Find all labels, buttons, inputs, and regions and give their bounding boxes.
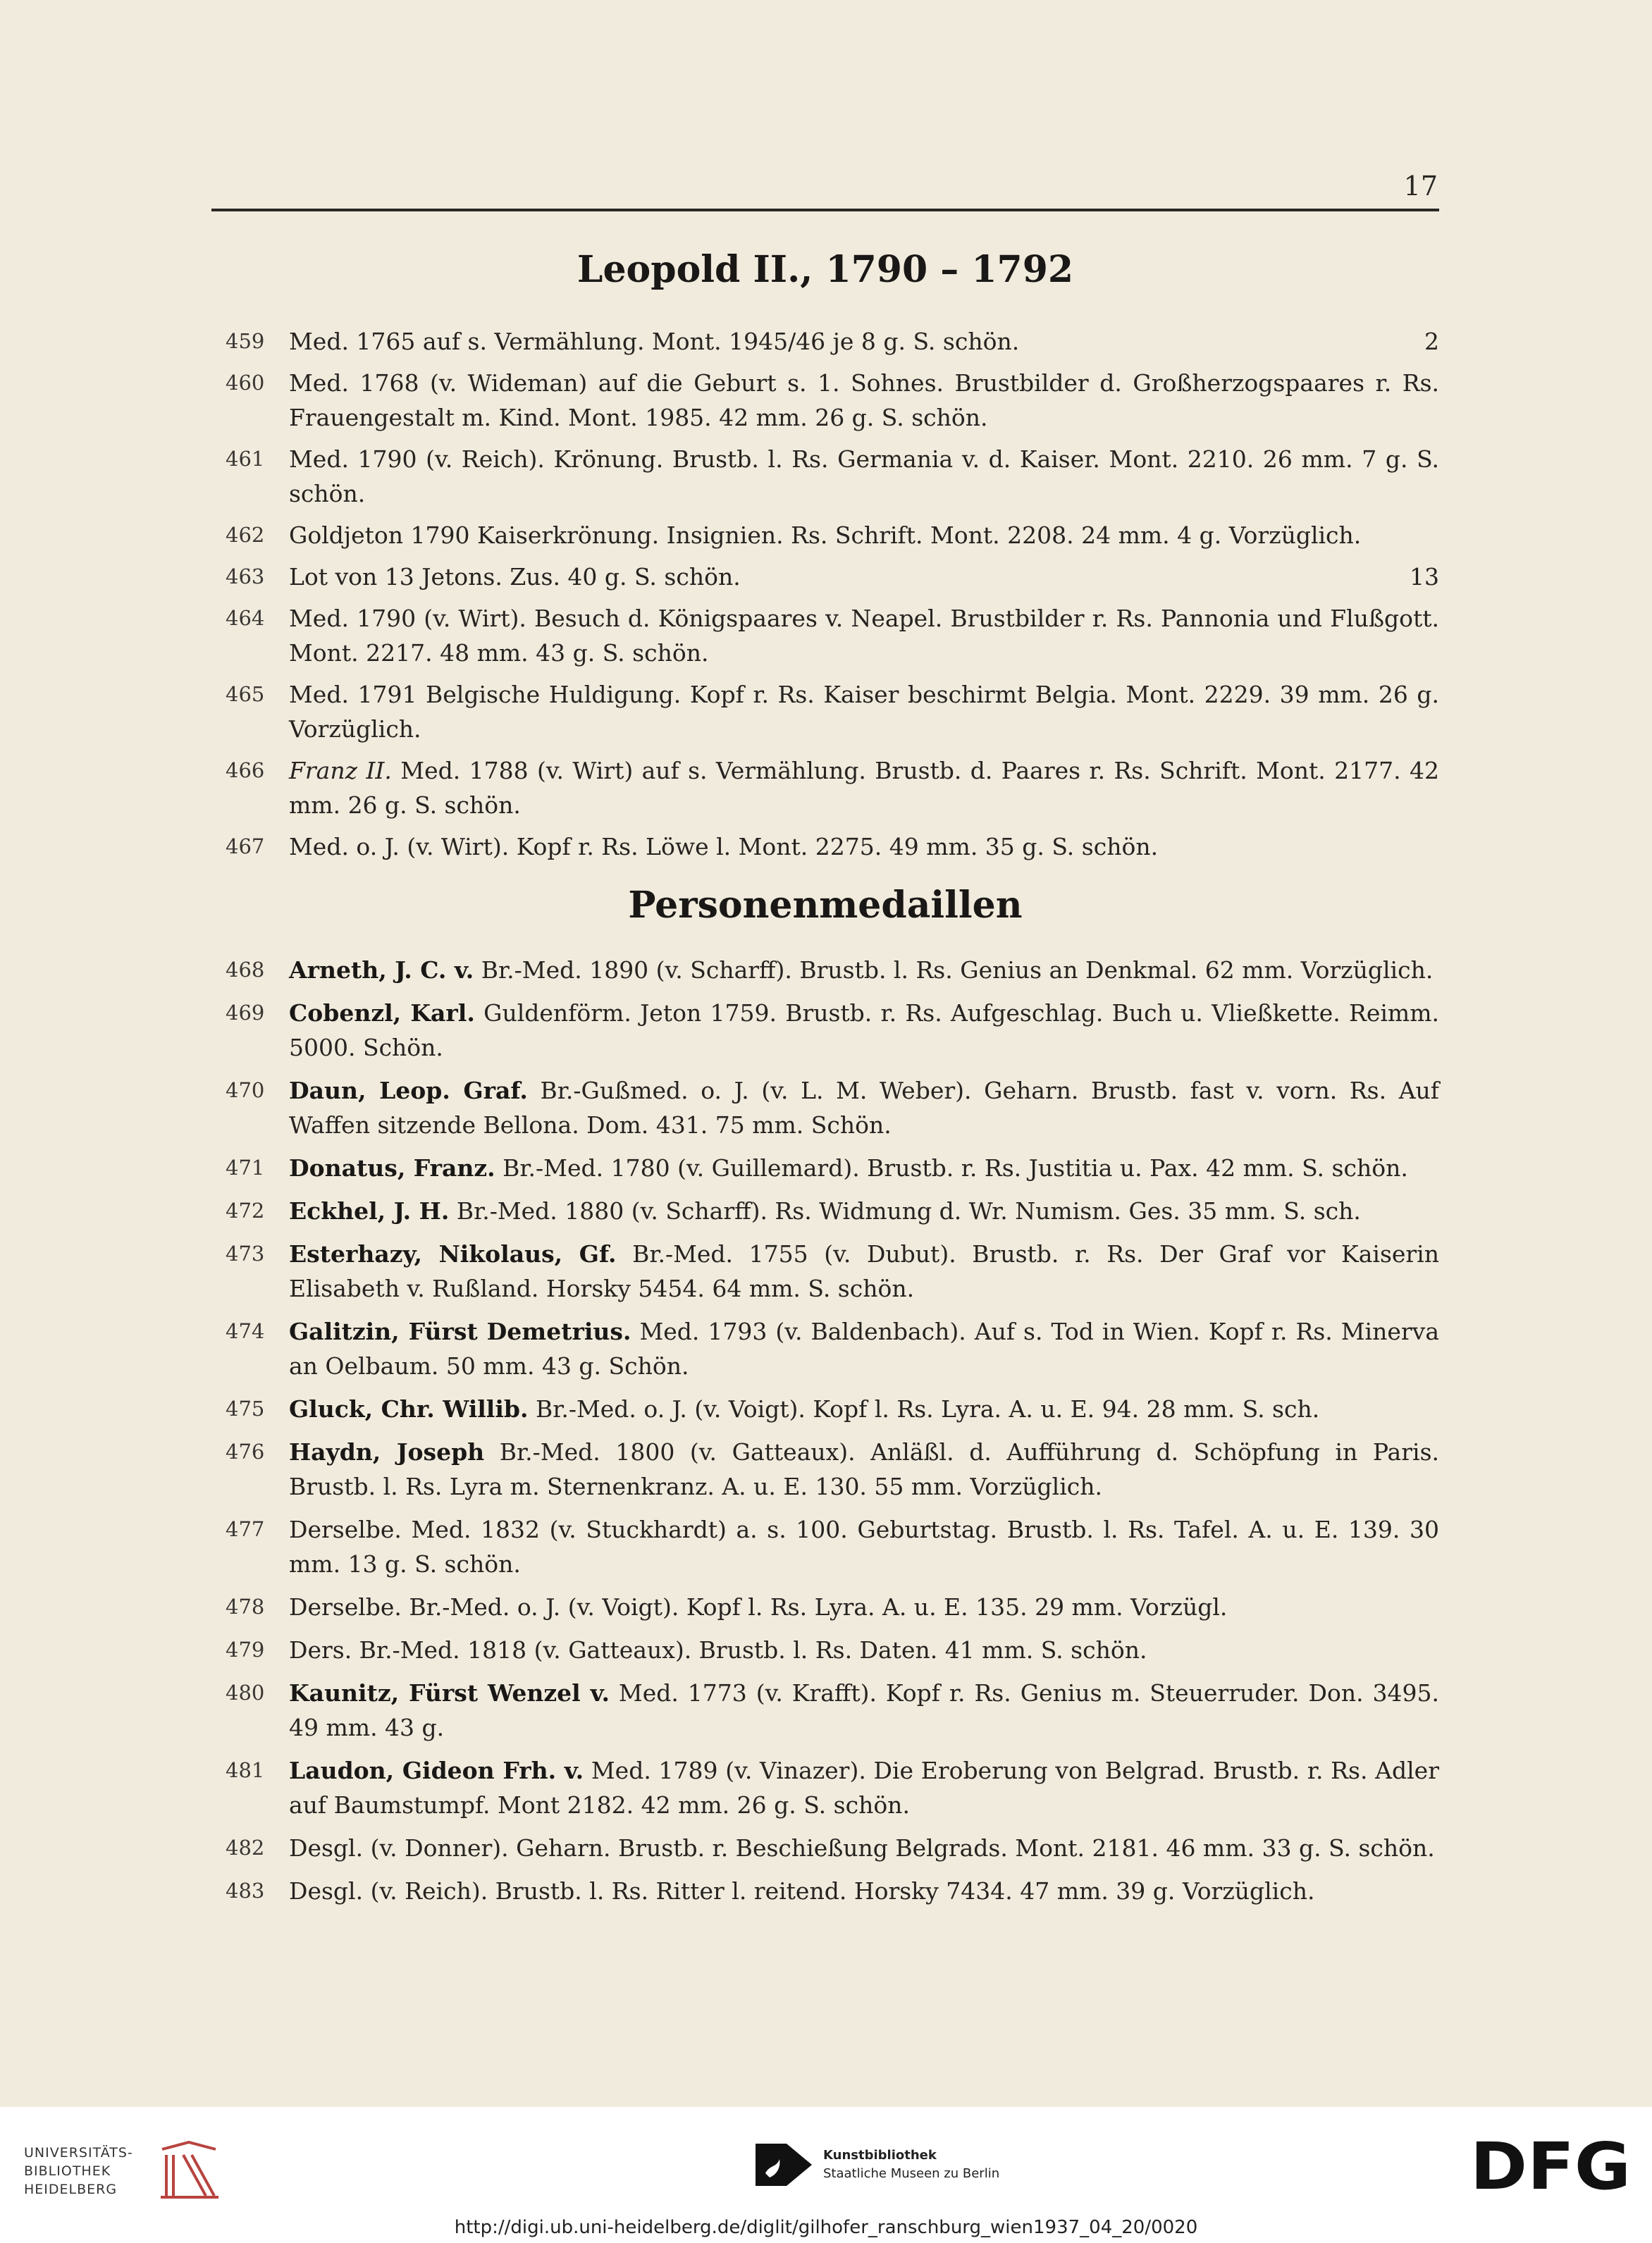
lot-number: 479: [226, 1638, 265, 1662]
lot-text: Med. o. J. (v. Wirt). Kopf r. Rs. Löwe l. Mont. 2275. 49 mm. 35 g. S. schön.: [289, 833, 1159, 860]
lot-text: Med. 1791 Belgische Huldigung. Kopf r. Rs. Kaiser beschirmt Belgia. Mont. 2229. 39 mm. 26 g. Vorzüglich.: [289, 681, 1439, 743]
catalog-entry: [211, 1151, 1439, 1185]
lot-text: Derselbe. Br.-Med. o. J. (v. Voigt). Kopf l. Rs. Lyra. A. u. E. 135. 29 mm. Vorzügl.: [289, 1593, 1228, 1621]
lot-text: Br.-Med. 1880 (v. Scharff). Rs. Widmung d. Wr. Numism. Ges. 35 mm. S. sch.: [456, 1197, 1361, 1225]
catalog-section-leopold: [211, 324, 1439, 871]
catalog-entry: [211, 1435, 1439, 1504]
catalog-entry: [211, 1633, 1439, 1667]
lot-text: Lot von 13 Jetons. Zus. 40 g. S. schön.: [289, 563, 741, 591]
lot-number: 474: [226, 1319, 265, 1343]
catalog-section-personenmedaillen: [211, 953, 1439, 1917]
lot-text: Med. 1793 (v. Baldenbach). Auf s. Tod in Wien. Kopf r. Rs. Minerva an Oelbaum. 50 mm. 43 g. Schön.: [289, 1318, 1439, 1380]
lot-description: [289, 1676, 1439, 1745]
lot-description: [289, 996, 1439, 1065]
person-name: Kaunitz, Fürst Wenzel v.: [289, 1679, 610, 1707]
lot-text: Br.-Med. 1890 (v. Scharff). Brustb. l. Rs. Genius an Denkmal. 62 mm. Vorzüglich.: [481, 956, 1434, 984]
library-name-line: HEIDELBERG: [24, 2182, 118, 2197]
lot-text: Med. 1788 (v. Wirt) auf s. Vermählung. Brustb. d. Paares r. Rs. Schrift. Mont. 2177. 42 mm. 26 g. S. schön.: [289, 757, 1439, 819]
catalog-entry: [211, 324, 1439, 359]
lot-number: 482: [226, 1836, 265, 1860]
catalog-entry: [211, 953, 1439, 987]
lot-text: Br.-Med. 1800 (v. Gatteaux). Anläßl. d. Aufführung d. Schöpfung in Paris. Brustb. l. Rs. Lyra m. Sternenkranz. A. u. E. 130. 55 mm. Vorzüglich.: [289, 1438, 1439, 1500]
person-name: Esterhazy, Nikolaus, Gf.: [289, 1240, 617, 1268]
permalink-url[interactable]: http://digi.ub.uni-heidelberg.de/diglit/gilhofer_ranschburg_wien1937_04_20/0020: [454, 2217, 1198, 2238]
person-name: Haydn, Joseph: [289, 1438, 485, 1466]
footer-bar: [0, 2107, 1652, 2243]
lot-number: 460: [226, 371, 265, 395]
catalog-entry: [211, 560, 1439, 594]
lot-description: [289, 677, 1439, 746]
lot-number: 478: [226, 1595, 265, 1619]
catalog-entry: [211, 829, 1439, 864]
lot-description: [289, 1874, 1439, 1908]
lot-text: Br.-Med. 1755 (v. Dubut). Brustb. r. Rs. Der Graf vor Kaiserin Elisabeth v. Rußland. Horsky 5454. 64 mm. S. schön.: [289, 1240, 1439, 1302]
lot-text: Br.-Gußmed. o. J. (v. L. M. Weber). Geharn. Brustb. fast v. vorn. Rs. Auf Waffen sitzende Bellona. Dom. 431. 75 mm. Schön.: [289, 1077, 1439, 1139]
lot-text: Med. 1765 auf s. Vermählung. Mont. 1945/46 je 8 g. S. schön.: [289, 328, 1020, 355]
lot-description: [289, 1151, 1439, 1185]
lot-description: [289, 829, 1439, 864]
person-name: Cobenzl, Karl.: [289, 999, 475, 1027]
lot-description: [289, 1512, 1439, 1581]
person-name: Arneth, J. C. v.: [289, 956, 474, 984]
lot-text: Desgl. (v. Reich). Brustb. l. Rs. Ritter l. reitend. Horsky 7434. 47 mm. 39 g. Vorzüglich.: [289, 1877, 1315, 1905]
catalog-entry: [211, 1073, 1439, 1142]
section-heading-leopold: Leopold II., 1790 – 1792: [577, 248, 1074, 291]
catalog-entry: [211, 1676, 1439, 1745]
lot-quantity: 13: [1410, 563, 1439, 591]
lot-number: 468: [226, 958, 265, 982]
lot-number: 467: [226, 834, 265, 858]
lot-description: [289, 953, 1439, 987]
catalog-entry: [211, 1314, 1439, 1383]
catalog-entry: [211, 1831, 1439, 1865]
museum-eagle-icon: [756, 2144, 812, 2186]
lot-number: 462: [226, 523, 265, 547]
lot-quantity: 2: [1424, 328, 1439, 355]
catalog-entry: [211, 442, 1439, 511]
lot-text: Desgl. (v. Donner). Geharn. Brustb. r. Beschießung Belgrads. Mont. 2181. 46 mm. 33 g. S. schön.: [289, 1834, 1435, 1862]
lot-number: 473: [226, 1242, 265, 1266]
kunstbibliothek-title: Kunstbibliothek: [823, 2148, 937, 2163]
lot-text: Med. 1789 (v. Vinazer). Die Eroberung von Belgrad. Brustb. r. Rs. Adler auf Baumstumpf. Mont 2182. 42 mm. 26 g. S. schön.: [289, 1757, 1439, 1819]
lot-description: [289, 518, 1439, 552]
lot-text: Br.-Med. o. J. (v. Voigt). Kopf l. Rs. Lyra. A. u. E. 94. 28 mm. S. sch.: [535, 1395, 1320, 1423]
lot-number: 475: [226, 1397, 265, 1421]
dfg-logo[interactable]: [1470, 2135, 1631, 2194]
lot-number: 483: [226, 1879, 265, 1903]
section-heading-personenmedaillen: Personenmedaillen: [628, 884, 1023, 927]
lot-description: [289, 442, 1439, 511]
lot-text: Med. 1790 (v. Reich). Krönung. Brustb. l. Rs. Germania v. d. Kaiser. Mont. 2210. 26 mm. 7 g. S. schön.: [289, 445, 1439, 507]
catalog-entry: [211, 1392, 1439, 1426]
catalog-entry: [211, 366, 1439, 435]
lot-number: 481: [226, 1758, 265, 1782]
lot-description: [289, 753, 1439, 822]
lot-number: 469: [226, 1001, 265, 1025]
lot-text: Derselbe. Med. 1832 (v. Stuckhardt) a. s. 100. Geburtstag. Brustb. l. Rs. Tafel. A. u. E. 139. 30 mm. 13 g. S. schön.: [289, 1516, 1439, 1578]
header-rule: [211, 209, 1439, 211]
person-name: Daun, Leop. Graf.: [289, 1077, 528, 1104]
lot-number: 461: [226, 447, 265, 471]
lot-description: [289, 1753, 1439, 1822]
person-name: Gluck, Chr. Willib.: [289, 1395, 529, 1423]
lot-description: [289, 324, 1439, 359]
lot-number: 464: [226, 606, 265, 630]
lot-text: Med. 1768 (v. Wideman) auf die Geburt s. 1. Sohnes. Brustbilder d. Großherzogspaares r. Rs. Frauengestalt m. Kind. Mont. 1985. 42 mm. 26 g. S. schön.: [289, 369, 1439, 431]
library-emblem-icon: [155, 2141, 223, 2201]
lot-text: Br.-Med. 1780 (v. Guillemard). Brustb. r. Rs. Justitia u. Pax. 42 mm. S. schön.: [503, 1154, 1408, 1182]
lot-text: Med. 1773 (v. Krafft). Kopf r. Rs. Genius m. Steuerruder. Don. 3495. 49 mm. 43 g.: [289, 1679, 1440, 1741]
kunstbibliothek-name: [823, 2146, 999, 2183]
person-name: Donatus, Franz.: [289, 1154, 495, 1182]
dfg-logo-text: DFG: [1470, 2135, 1631, 2194]
lot-number: 477: [226, 1517, 265, 1541]
lot-number: 480: [226, 1681, 265, 1705]
lot-description: [289, 601, 1439, 670]
lot-number: 463: [226, 564, 265, 588]
library-name-line: BIBLIOTHEK: [24, 2163, 111, 2179]
catalog-entry: [211, 996, 1439, 1065]
lot-description: [289, 560, 1439, 594]
lot-description: [289, 1314, 1439, 1383]
library-name-line: UNIVERSITÄTS-: [24, 2145, 133, 2161]
lot-number: 476: [226, 1440, 265, 1464]
heidelberg-library-logo[interactable]: [24, 2141, 235, 2197]
lot-description: [289, 1073, 1439, 1142]
catalog-entry: [211, 753, 1439, 822]
lot-number: 471: [226, 1156, 265, 1180]
catalog-entry: [211, 1194, 1439, 1228]
lot-description: [289, 1831, 1439, 1865]
lot-number: 472: [226, 1199, 265, 1223]
catalog-entry: [211, 601, 1439, 670]
lot-description: [289, 1435, 1439, 1504]
kunstbibliothek-subtitle: Staatliche Museen zu Berlin: [823, 2166, 1000, 2181]
lot-text: Ders. Br.-Med. 1818 (v. Gatteaux). Brustb. l. Rs. Daten. 41 mm. S. schön.: [289, 1636, 1147, 1664]
lot-description: [289, 1590, 1439, 1624]
catalog-entry: [211, 1753, 1439, 1822]
lot-description: [289, 1194, 1439, 1228]
catalog-entry: [211, 518, 1439, 552]
lot-number: 465: [226, 682, 265, 706]
kunstbibliothek-logo[interactable]: [756, 2144, 1009, 2186]
lot-description: [289, 1237, 1439, 1306]
lot-description: [289, 1392, 1439, 1426]
catalog-entry: [211, 1512, 1439, 1581]
catalog-entry: [211, 1237, 1439, 1306]
lot-text: Med. 1790 (v. Wirt). Besuch d. Königspaares v. Neapel. Brustbilder r. Rs. Pannonia und Flußgott. Mont. 2217. 48 mm. 43 g. S. schön.: [289, 605, 1439, 667]
lot-number: 466: [226, 758, 265, 782]
person-name: Eckhel, J. H.: [289, 1197, 450, 1225]
lot-text: Guldenförm. Jeton 1759. Brustb. r. Rs. Aufgeschlag. Buch u. Vließkette. Reimm. 5000. Schön.: [289, 999, 1439, 1061]
lot-number: 470: [226, 1078, 265, 1102]
lot-description: [289, 366, 1439, 435]
lot-number: 459: [226, 329, 265, 353]
catalog-entry: [211, 677, 1439, 746]
page-number: 17: [1403, 171, 1438, 202]
library-name: [24, 2144, 133, 2199]
catalog-entry: [211, 1590, 1439, 1624]
person-name: Laudon, Gideon Frh. v.: [289, 1757, 584, 1784]
ruler-name: Franz II.: [289, 757, 392, 784]
person-name: Galitzin, Fürst Demetrius.: [289, 1318, 631, 1345]
lot-text: Goldjeton 1790 Kaiserkrönung. Insignien. Rs. Schrift. Mont. 2208. 24 mm. 4 g. Vorzüglich.: [289, 521, 1362, 549]
lot-description: [289, 1633, 1439, 1667]
catalog-entry: [211, 1874, 1439, 1908]
